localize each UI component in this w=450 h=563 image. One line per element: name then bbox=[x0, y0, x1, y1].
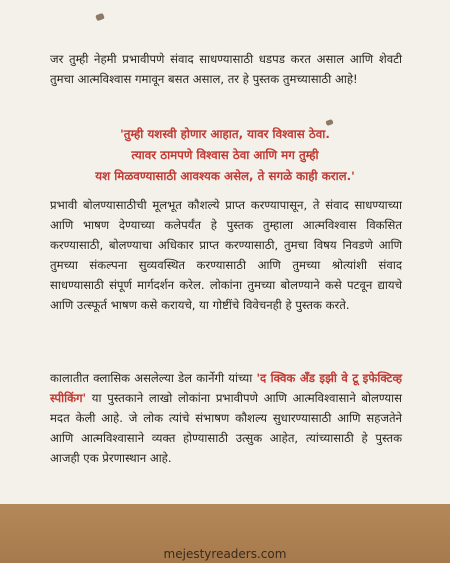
highlight-quote bbox=[72, 124, 378, 187]
closing-suffix: या पुस्तकाने लाखो लोकांना प्रभावीपणे आणि आत्मविश्वासाने बोलण्यास मदत केली आहे. जे लोक त्यांचे संभाषण कौशल्य सुधारण्यासाठी आणि सहजतेने आणि आत्मविश्वासाने व्यक्त होण्यासाठी उत्सुक आहेत, त्यांच्यासाठी हे पुस्तक आजही एक प्रेरणास्थान आहे. bbox=[50, 391, 402, 465]
closing-paragraph bbox=[50, 368, 402, 468]
publisher-url: mejestyreaders.com bbox=[163, 547, 287, 561]
intro-paragraph: जर तुम्ही नेहमी प्रभावीपणे संवाद साधण्यासाठी धडपड करत असाल आणि शेवटी तुमचा आत्मविश्वास गमावून बसत असाल, तर हे पुस्तक तुमच्यासाठी आहे! bbox=[50, 52, 402, 86]
quote-line: त्यावर ठामपणे विश्वास ठेवा आणि मग तुम्ही bbox=[131, 148, 319, 162]
quote-line: यश मिळवण्यासाठी आवश्यक असेल, ते सगळे काही कराल.' bbox=[95, 169, 355, 183]
book-title-highlight: 'द क्विक अँड इझी वे टू इफेक्टिव्ह स्पीकिंग' bbox=[50, 371, 402, 405]
closing-prefix: कालातीत क्लासिक असलेल्या डेल कार्नेगी यांच्या bbox=[50, 371, 257, 385]
quote-line: 'तुम्ही यशस्वी होणार आहात, यावर विश्वास ठेवा. bbox=[120, 127, 330, 141]
print-mark bbox=[95, 13, 105, 21]
body-paragraph: प्रभावी बोलण्यासाठीची मूलभूत कौशल्ये प्राप्त करण्यापासून, ते संवाद साधण्याच्या आणि भाषण देण्याच्या कलेपर्यंत हे पुस्तक तुम्हाला आत्मविश्वास विकसित करण्यासाठी, बोलण्याचा अधिकार प्राप्त करण्यासाठी, तुमचा विषय निवडणे आणि तुमच्या संकल्पना सुव्यवस्थित करण्यासाठी आणि तुमच्या श्रोत्यांशी संवाद साधण्यासाठी संपूर्ण मार्गदर्शन करेल. लोकांना तुमच्या बोलण्याने कसे पटवून द्यायचे आणि उत्स्फूर्त भाषण कसे करायचे, या गोष्टींचे विवेचनही हे पुस्तक करते. bbox=[50, 198, 402, 312]
